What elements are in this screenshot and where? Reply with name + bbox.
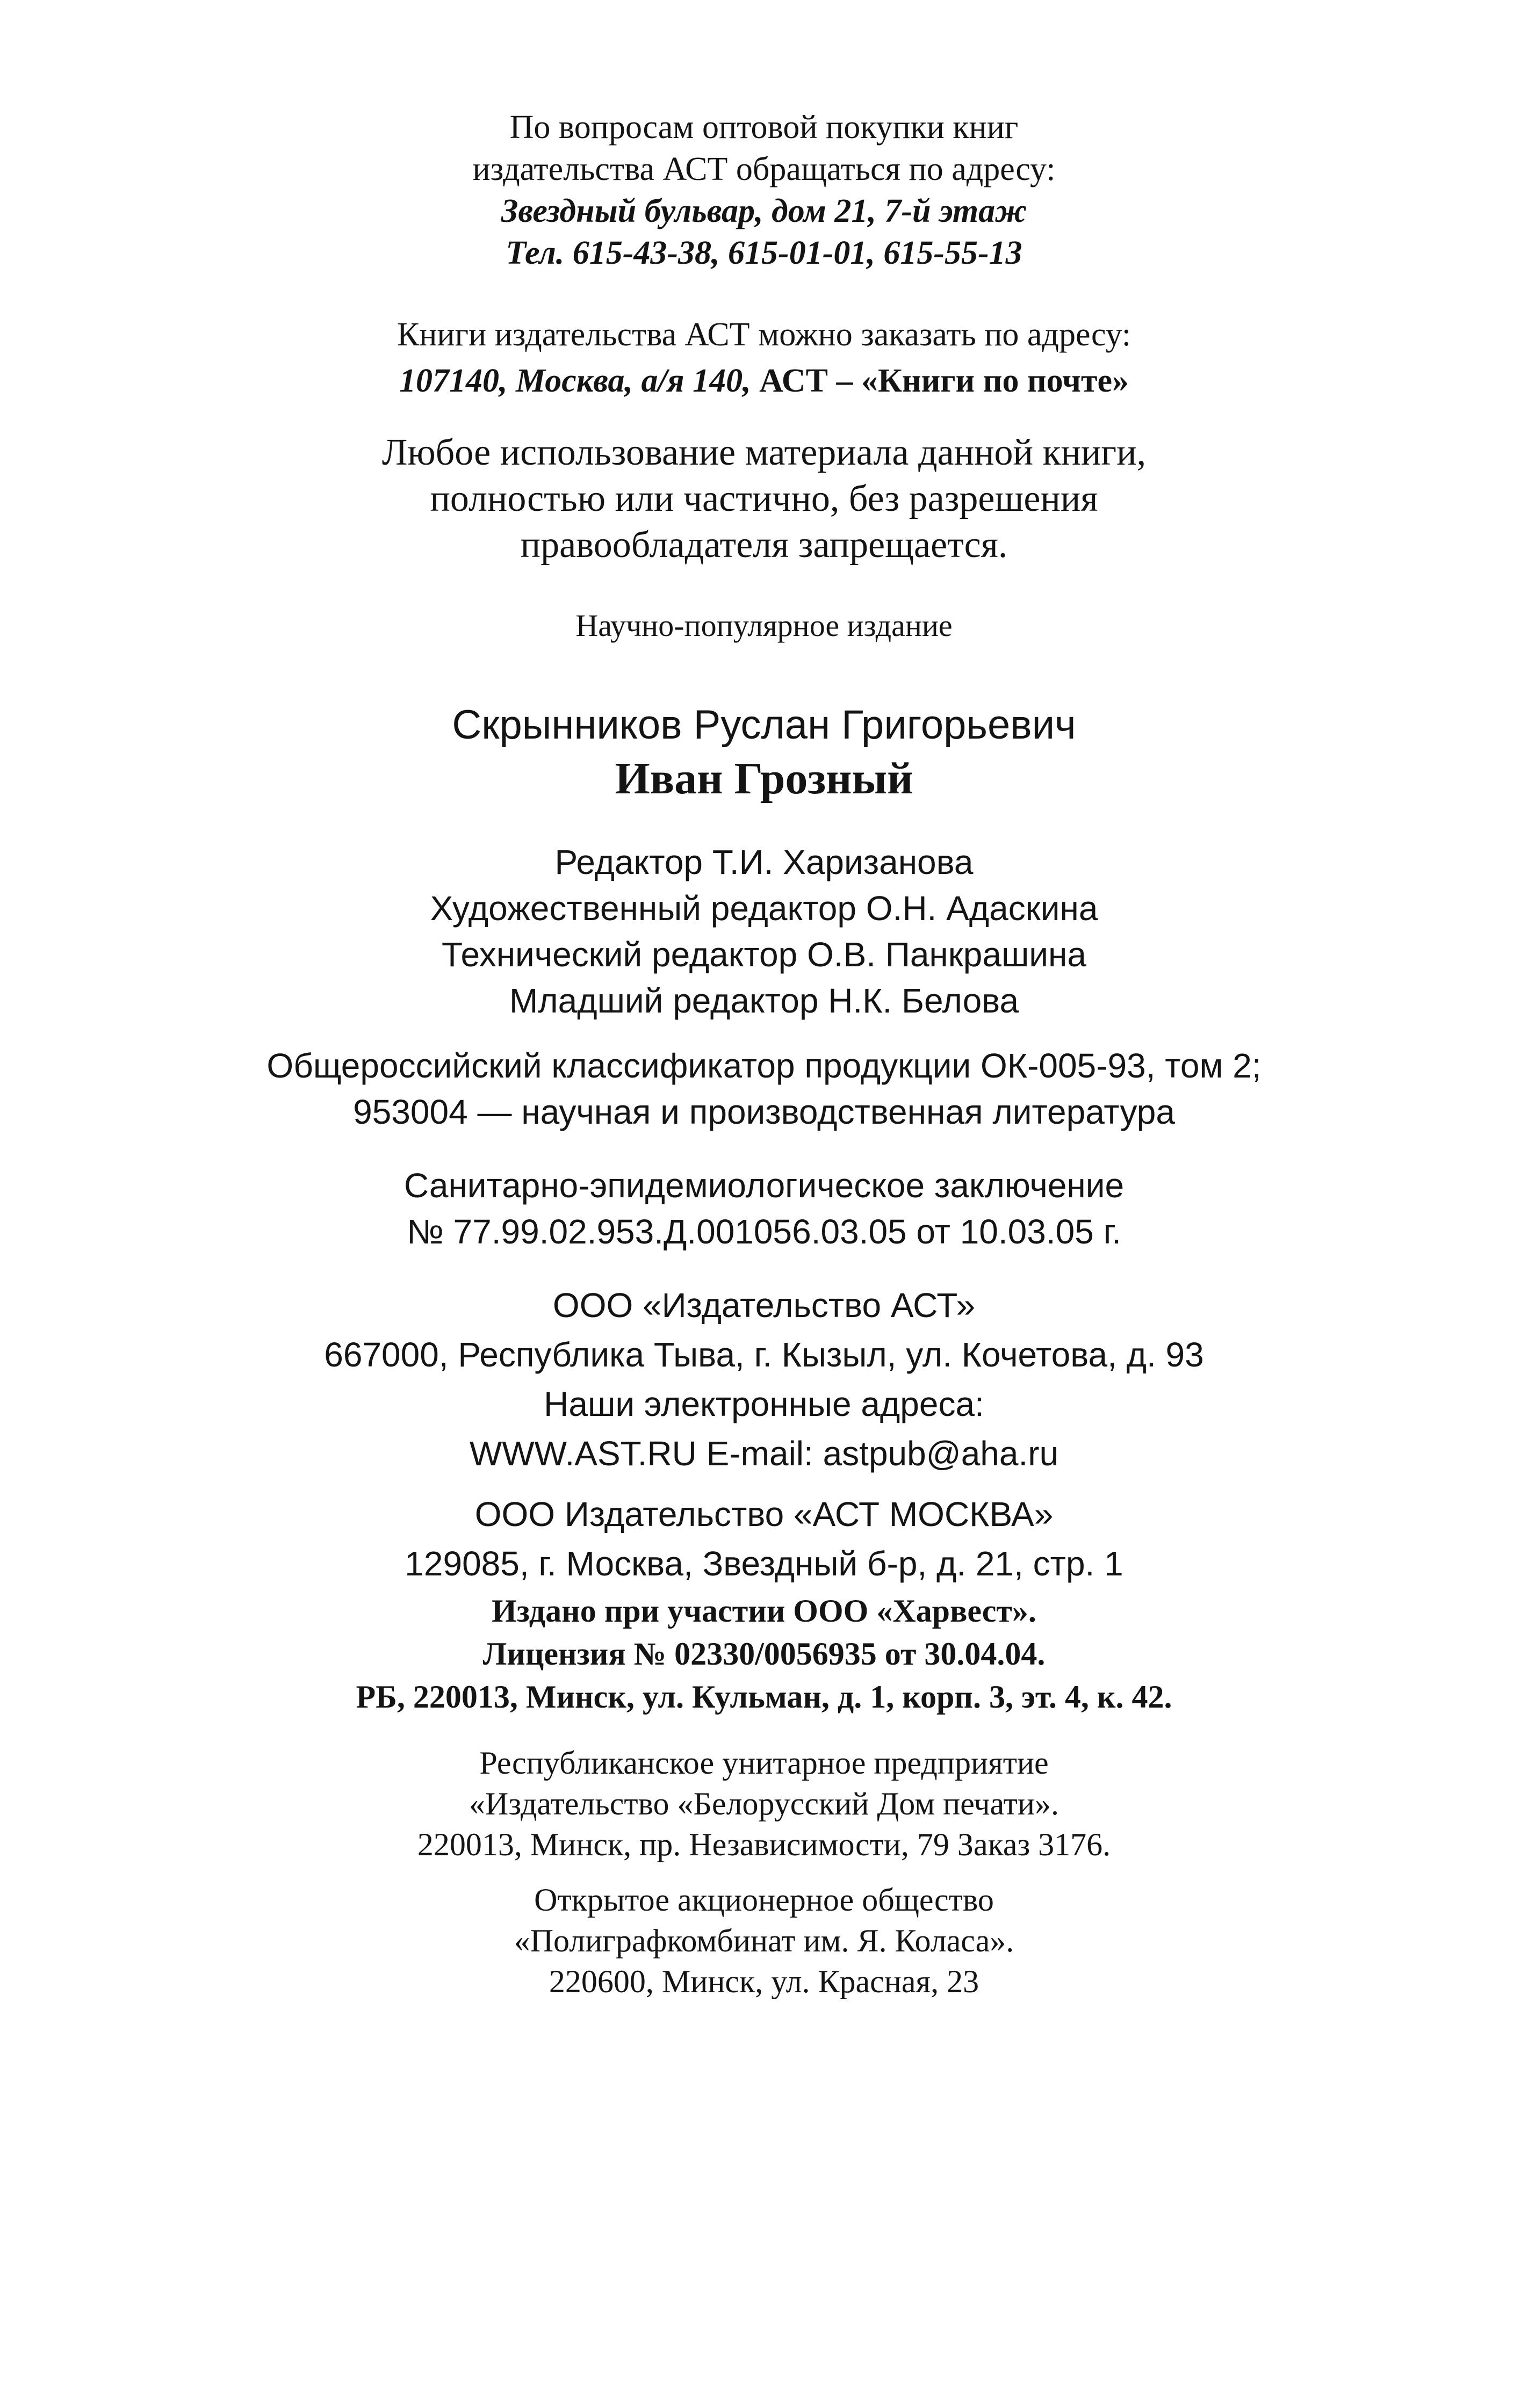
wholesale-line-1: По вопросам оптовой покупки книг <box>509 109 1019 146</box>
classifier-block <box>0 1043 1528 1135</box>
art-editor-line: Художественный редактор О.Н. Адаскина <box>430 889 1098 928</box>
printhouse-line-1: Республиканское унитарное предприятие <box>479 1745 1049 1781</box>
mail-order-address-italic: 107140, Москва, а/я 140, <box>399 363 751 399</box>
sanitary-line-1: Санитарно-эпидемиологическое заключение <box>403 1166 1125 1205</box>
harvest-license: Лицензия № 02330/0056935 от 30.04.04. <box>482 1636 1046 1672</box>
copyright-notice <box>0 430 1528 568</box>
mail-order-block <box>0 312 1528 404</box>
wholesale-address: Звездный бульвар, дом 21, 7-й этаж <box>501 193 1027 229</box>
author-title-block <box>0 699 1528 807</box>
author-name: Скрынников Руслан Григорьевич <box>452 702 1076 748</box>
harvest-address: РБ, 220013, Минск, ул. Кульман, д. 1, корп. 3, эт. 4, к. 42. <box>356 1679 1172 1715</box>
mail-order-address-bold: АСТ – «Книги по почте» <box>751 363 1129 399</box>
kolas-printer-block <box>0 1879 1528 2002</box>
copyright-line-1: Любое использование материала данной книги, <box>381 432 1147 473</box>
printhouse-block <box>0 1742 1528 1865</box>
sanitary-certificate-block <box>0 1162 1528 1255</box>
genre-text: Научно-популярное издание <box>575 608 953 643</box>
mail-order-address <box>0 358 1528 404</box>
junior-editor-line: Младший редактор Н.К. Белова <box>509 981 1019 1020</box>
publisher-address: 667000, Республика Тыва, г. Кызыл, ул. Кочетова, д. 93 <box>324 1335 1204 1374</box>
printhouse-address-order: 220013, Минск, пр. Независимости, 79 Заказ 3176. <box>417 1827 1111 1862</box>
harvest-line-1: Издано при участии ООО «Харвест». <box>492 1593 1036 1629</box>
wholesale-line-2: издательства АСТ обращаться по адресу: <box>472 151 1056 187</box>
publisher-web-email: WWW.AST.RU E-mail: astpub@aha.ru <box>469 1434 1059 1473</box>
moscow-office-block <box>0 1489 1528 1588</box>
copyright-line-2: полностью или частично, без разрешения <box>430 478 1098 519</box>
classifier-line-2: 953004 — научная и производственная литература <box>353 1093 1175 1131</box>
kolas-address: 220600, Минск, ул. Красная, 23 <box>549 1964 979 1999</box>
publisher-electronic-label: Наши электронные адреса: <box>544 1385 984 1423</box>
editor-line: Редактор Т.И. Харизанова <box>554 843 974 881</box>
tech-editor-line: Технический редактор О.В. Панкрашина <box>442 935 1086 974</box>
book-title: Иван Грозный <box>615 754 913 804</box>
classifier-line-1: Общероссийский классификатор продукции ОК-005-93, том 2; <box>266 1046 1262 1085</box>
sanitary-line-2: № 77.99.02.953.Д.001056.03.05 от 10.03.05 г. <box>407 1212 1121 1251</box>
copyright-line-3: правообладателя запрещается. <box>520 524 1008 566</box>
printhouse-line-2: «Издательство «Белорусский Дом печати». <box>469 1786 1059 1821</box>
genre-label <box>0 607 1528 645</box>
wholesale-phones: Тел. 615-43-38, 615-01-01, 615-55-13 <box>506 235 1022 271</box>
moscow-office-address: 129085, г. Москва, Звездный б-р, д. 21, стр. 1 <box>405 1544 1123 1583</box>
publisher-name: ООО «Издательство АСТ» <box>552 1286 976 1325</box>
harvest-block <box>0 1589 1528 1718</box>
moscow-office-name: ООО Издательство «АСТ МОСКВА» <box>474 1495 1054 1534</box>
publisher-block <box>0 1281 1528 1478</box>
mail-order-line-1: Книги издательства АСТ можно заказать по адресу: <box>397 316 1131 353</box>
kolas-line-2: «Полиграфкомбинат им. Я. Коласа». <box>514 1923 1014 1958</box>
kolas-line-1: Открытое акционерное общество <box>534 1882 994 1918</box>
editors-block <box>0 839 1528 1024</box>
wholesale-info-block <box>0 106 1528 274</box>
